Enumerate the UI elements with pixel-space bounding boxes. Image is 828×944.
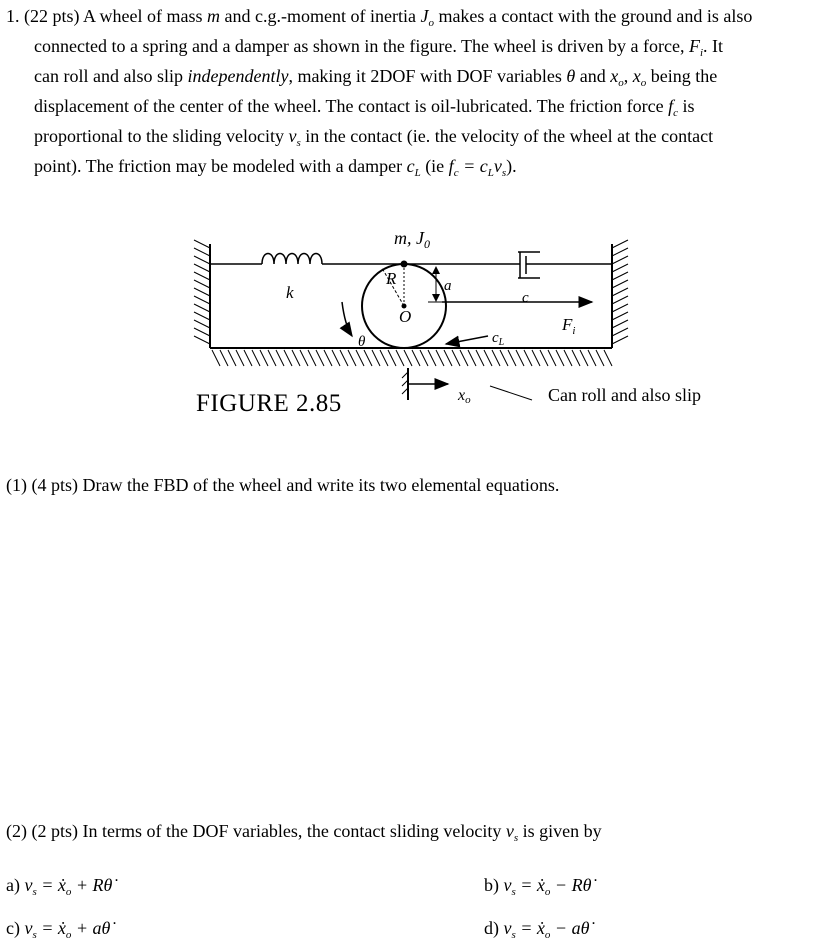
label-c: c [522, 290, 529, 306]
subscript: s [296, 137, 301, 149]
expression: = ẋ [41, 875, 66, 895]
option-label: a) [6, 875, 20, 895]
symbol-m: m [207, 6, 220, 26]
expression: = ẋ [41, 918, 66, 938]
problem-number: 1. [6, 6, 20, 26]
problem-line-3 [6, 61, 824, 91]
symbol-F: F [688, 36, 700, 56]
expression: = ẋ [520, 875, 545, 895]
cL-arrow [446, 336, 488, 344]
label-cL: $c_L$ [492, 330, 505, 348]
text: in the contact (ie. the velocity of the wheel at the contact [305, 126, 714, 146]
option-label: c) [6, 918, 20, 938]
label-O: O [399, 307, 412, 326]
subscript: o [544, 886, 551, 898]
emphasis: independently [187, 66, 289, 86]
problem-line-6 [6, 151, 824, 181]
text: (1) (4 pts) Draw the FBD of the wheel and write its two elemental equations. [6, 475, 560, 495]
symbol-c: c [406, 156, 415, 176]
subscript: s [501, 167, 507, 179]
text: being the [650, 66, 718, 86]
figure-note: Can roll and also slip [548, 385, 701, 405]
problem-points: (22 pts) [24, 6, 80, 26]
theta-arrow [342, 302, 352, 336]
symbol-v: v [503, 918, 512, 938]
subscript: s [511, 886, 516, 898]
subscript: c [453, 167, 459, 179]
symbol-v: v [288, 126, 297, 146]
symbol-v: v [24, 875, 33, 895]
text: and [579, 66, 606, 86]
subscript: L [487, 167, 494, 179]
figure-caption: FIGURE 2.85 [196, 390, 342, 417]
part-1 [6, 473, 559, 497]
symbol-v: v [493, 156, 502, 176]
subscript: o [640, 77, 647, 89]
option-d[interactable] [484, 916, 589, 940]
ground [210, 348, 612, 366]
expression: = ẋ [520, 918, 545, 938]
option-label: b) [484, 875, 499, 895]
expression: + aθ̇ [75, 918, 111, 938]
subscript: o [544, 929, 551, 941]
problem-line-4 [6, 91, 824, 121]
text: point). The friction may be modeled with a damper [34, 156, 403, 176]
label-a: a [444, 278, 452, 294]
subscript: s [513, 832, 519, 844]
symbol-c: = c [463, 156, 488, 176]
subscript: s [32, 929, 37, 941]
text: , [623, 66, 629, 86]
option-c[interactable] [6, 916, 110, 940]
symbol-J: J [420, 6, 429, 26]
spring [210, 254, 404, 265]
label-R: R [386, 269, 397, 288]
problem-line-1 [6, 1, 824, 31]
subscript: s [32, 886, 37, 898]
option-b[interactable] [484, 873, 591, 897]
option-label: d) [484, 918, 499, 938]
subscript: o [65, 886, 72, 898]
left-wall [194, 240, 210, 348]
xo-arrow [402, 368, 448, 400]
symbol-v: v [505, 821, 514, 841]
symbol-v: v [503, 875, 512, 895]
text: is given by [522, 821, 602, 841]
subscript: L [414, 167, 421, 179]
symbol-v: v [24, 918, 33, 938]
text: proportional to the sliding velocity [34, 126, 284, 146]
text: . It [703, 36, 724, 56]
problem-statement [6, 1, 824, 181]
right-wall [612, 240, 628, 348]
label-k: k [286, 283, 294, 302]
expression: − aθ̇ [554, 918, 590, 938]
symbol-x: x [632, 66, 641, 86]
text: can roll and also slip [34, 66, 183, 86]
text: makes a contact with the ground and is also [438, 6, 753, 26]
label-mJ: m, $J_0$ [394, 228, 430, 251]
text: displacement of the center of the wheel. The contact is oil-lubricated. The friction force [34, 96, 664, 116]
subscript: i [699, 47, 704, 59]
expression: + Rθ̇ [75, 875, 113, 895]
symbol-f: f [448, 156, 454, 176]
label-theta: θ [358, 334, 366, 350]
text: , making it 2DOF with DOF variables [288, 66, 562, 86]
label-xo: xo [458, 387, 471, 406]
subscript: o [65, 929, 72, 941]
text: (ie [425, 156, 445, 176]
text: (2) (2 pts) In terms of the DOF variables, the contact sliding velocity [6, 821, 502, 841]
note-pointer [490, 386, 532, 400]
text: ). [506, 156, 517, 176]
problem-line-5 [6, 121, 824, 151]
subscript: c [673, 107, 678, 119]
problem-line-2 [6, 31, 824, 61]
text: is [682, 96, 695, 116]
text: connected to a spring and a damper as shown in the figure. The wheel is driven by a force, [34, 36, 685, 56]
damper [404, 252, 612, 278]
part-2 [6, 819, 602, 843]
symbol-f: f [668, 96, 674, 116]
expression: − Rθ̇ [554, 875, 592, 895]
subscript: o [618, 77, 624, 89]
text: and c.g.-moment of inertia [224, 6, 416, 26]
symbol-x: x [610, 66, 619, 86]
text: A wheel of mass [83, 6, 203, 26]
option-a[interactable] [6, 873, 112, 897]
dimension-a [428, 266, 444, 302]
subscript: o [428, 17, 434, 29]
symbol-theta: θ [566, 66, 576, 86]
label-Fi: $F_i$ [562, 315, 576, 337]
subscript: s [511, 929, 516, 941]
